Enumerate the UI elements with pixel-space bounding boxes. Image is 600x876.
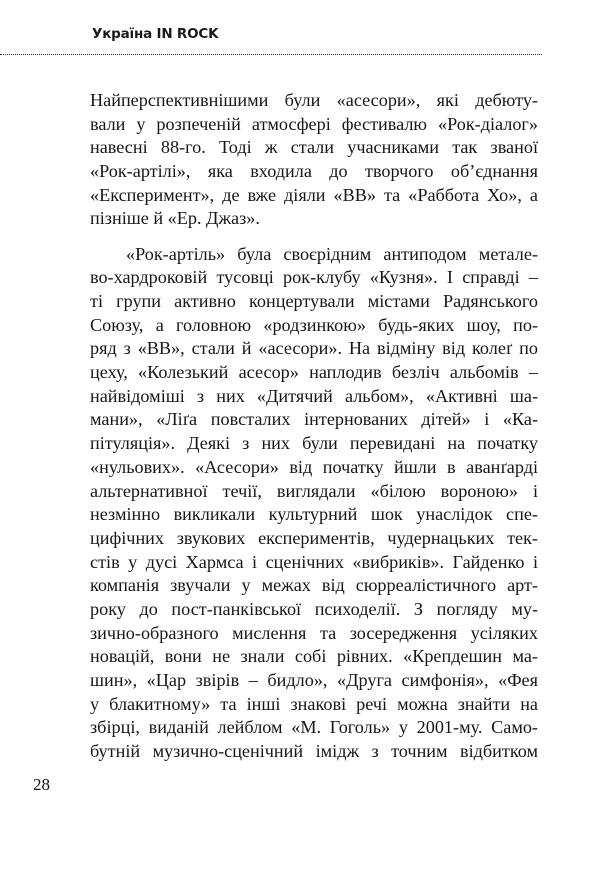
text-line: Найперспективнішими були «асесори», які дебюту- [90, 90, 538, 110]
text-line: мани», «Ліґа повсталих інтернованих дітей» і «Ка- [90, 409, 538, 430]
page-number: 28 [33, 775, 50, 794]
paragraph-1 [90, 89, 538, 231]
text-line: Союзу, а головною «родзинкою» будь-яких шоу, по- [90, 314, 538, 335]
text-line: вали у розпеченій атмосфері фестивалю «Рок-діалог» [90, 113, 538, 134]
text-line: компанія звучали у межах від сюрреалістичного арт- [90, 575, 538, 596]
text-line: бутній музично-сценічний імідж з точним відбитком [90, 741, 538, 762]
body-text [90, 89, 538, 775]
text-line: зично-образного мислення та зосередження усіляких [90, 622, 538, 643]
text-line: стів у дусі Хармса і сценічних «вибриків». Гайденко і [90, 551, 538, 572]
text-line: пітуляція». Деякі з них були перевидані на початку [90, 433, 538, 454]
header-dotted-rule [0, 54, 542, 55]
text-line: ті групи активно концертували містами Радянського [90, 291, 538, 311]
text-line: пізніше й «Ер. Джаз». [90, 208, 260, 229]
text-line: незмінно викликали культурний шок унаслідок спе- [90, 504, 538, 525]
text-line: збірці, виданій лейблом «М. Гоголь» у 2001-му. Само- [90, 717, 538, 738]
text-line: року до пост-панківської психоделії. З погляду му- [90, 598, 538, 619]
text-line: цеху, «Колезький асесор» наплодив безліч альбомів – [90, 362, 538, 383]
text-line: «Рок-артілі», яка входила до творчого об’єднання [90, 161, 538, 182]
text-line: «нульових». «Асесори» від початку йшли в аванґарді [90, 456, 538, 477]
text-line: ряд з «ВВ», стали й «асесори». На відміну від колеґ по [90, 338, 538, 359]
text-line: «Рок-артіль» була своєрідним антиподом метале- [126, 243, 538, 264]
paragraph-2 [90, 243, 538, 764]
text-line: шин», «Цар звірів – бидло», «Друга симфонія», «Фея [90, 670, 538, 690]
text-line: новацій, вони не знали собі рівних. «Крепдешин ма- [90, 646, 538, 667]
text-line: навесні 88-го. Тоді ж стали учасниками так званої [90, 137, 538, 158]
text-line: у блакитному» та інші знакові речі можна знайти на [90, 693, 538, 714]
text-line: во-хардроковій тусовці рок-клубу «Кузня». І справді – [90, 267, 538, 288]
running-header-title: Україна IN ROCK [92, 26, 219, 42]
text-line: «Експеримент», де вже діяли «ВВ» та «Раббота Хо», а [90, 184, 538, 205]
text-line: альтернативної течії, виглядали «білою вороною» і [90, 480, 538, 501]
text-line: цифічних звукових експериментів, чудернацьких тек- [90, 527, 538, 548]
text-line: найвідоміші з них «Дитячий альбом», «Активні ша- [90, 385, 538, 406]
